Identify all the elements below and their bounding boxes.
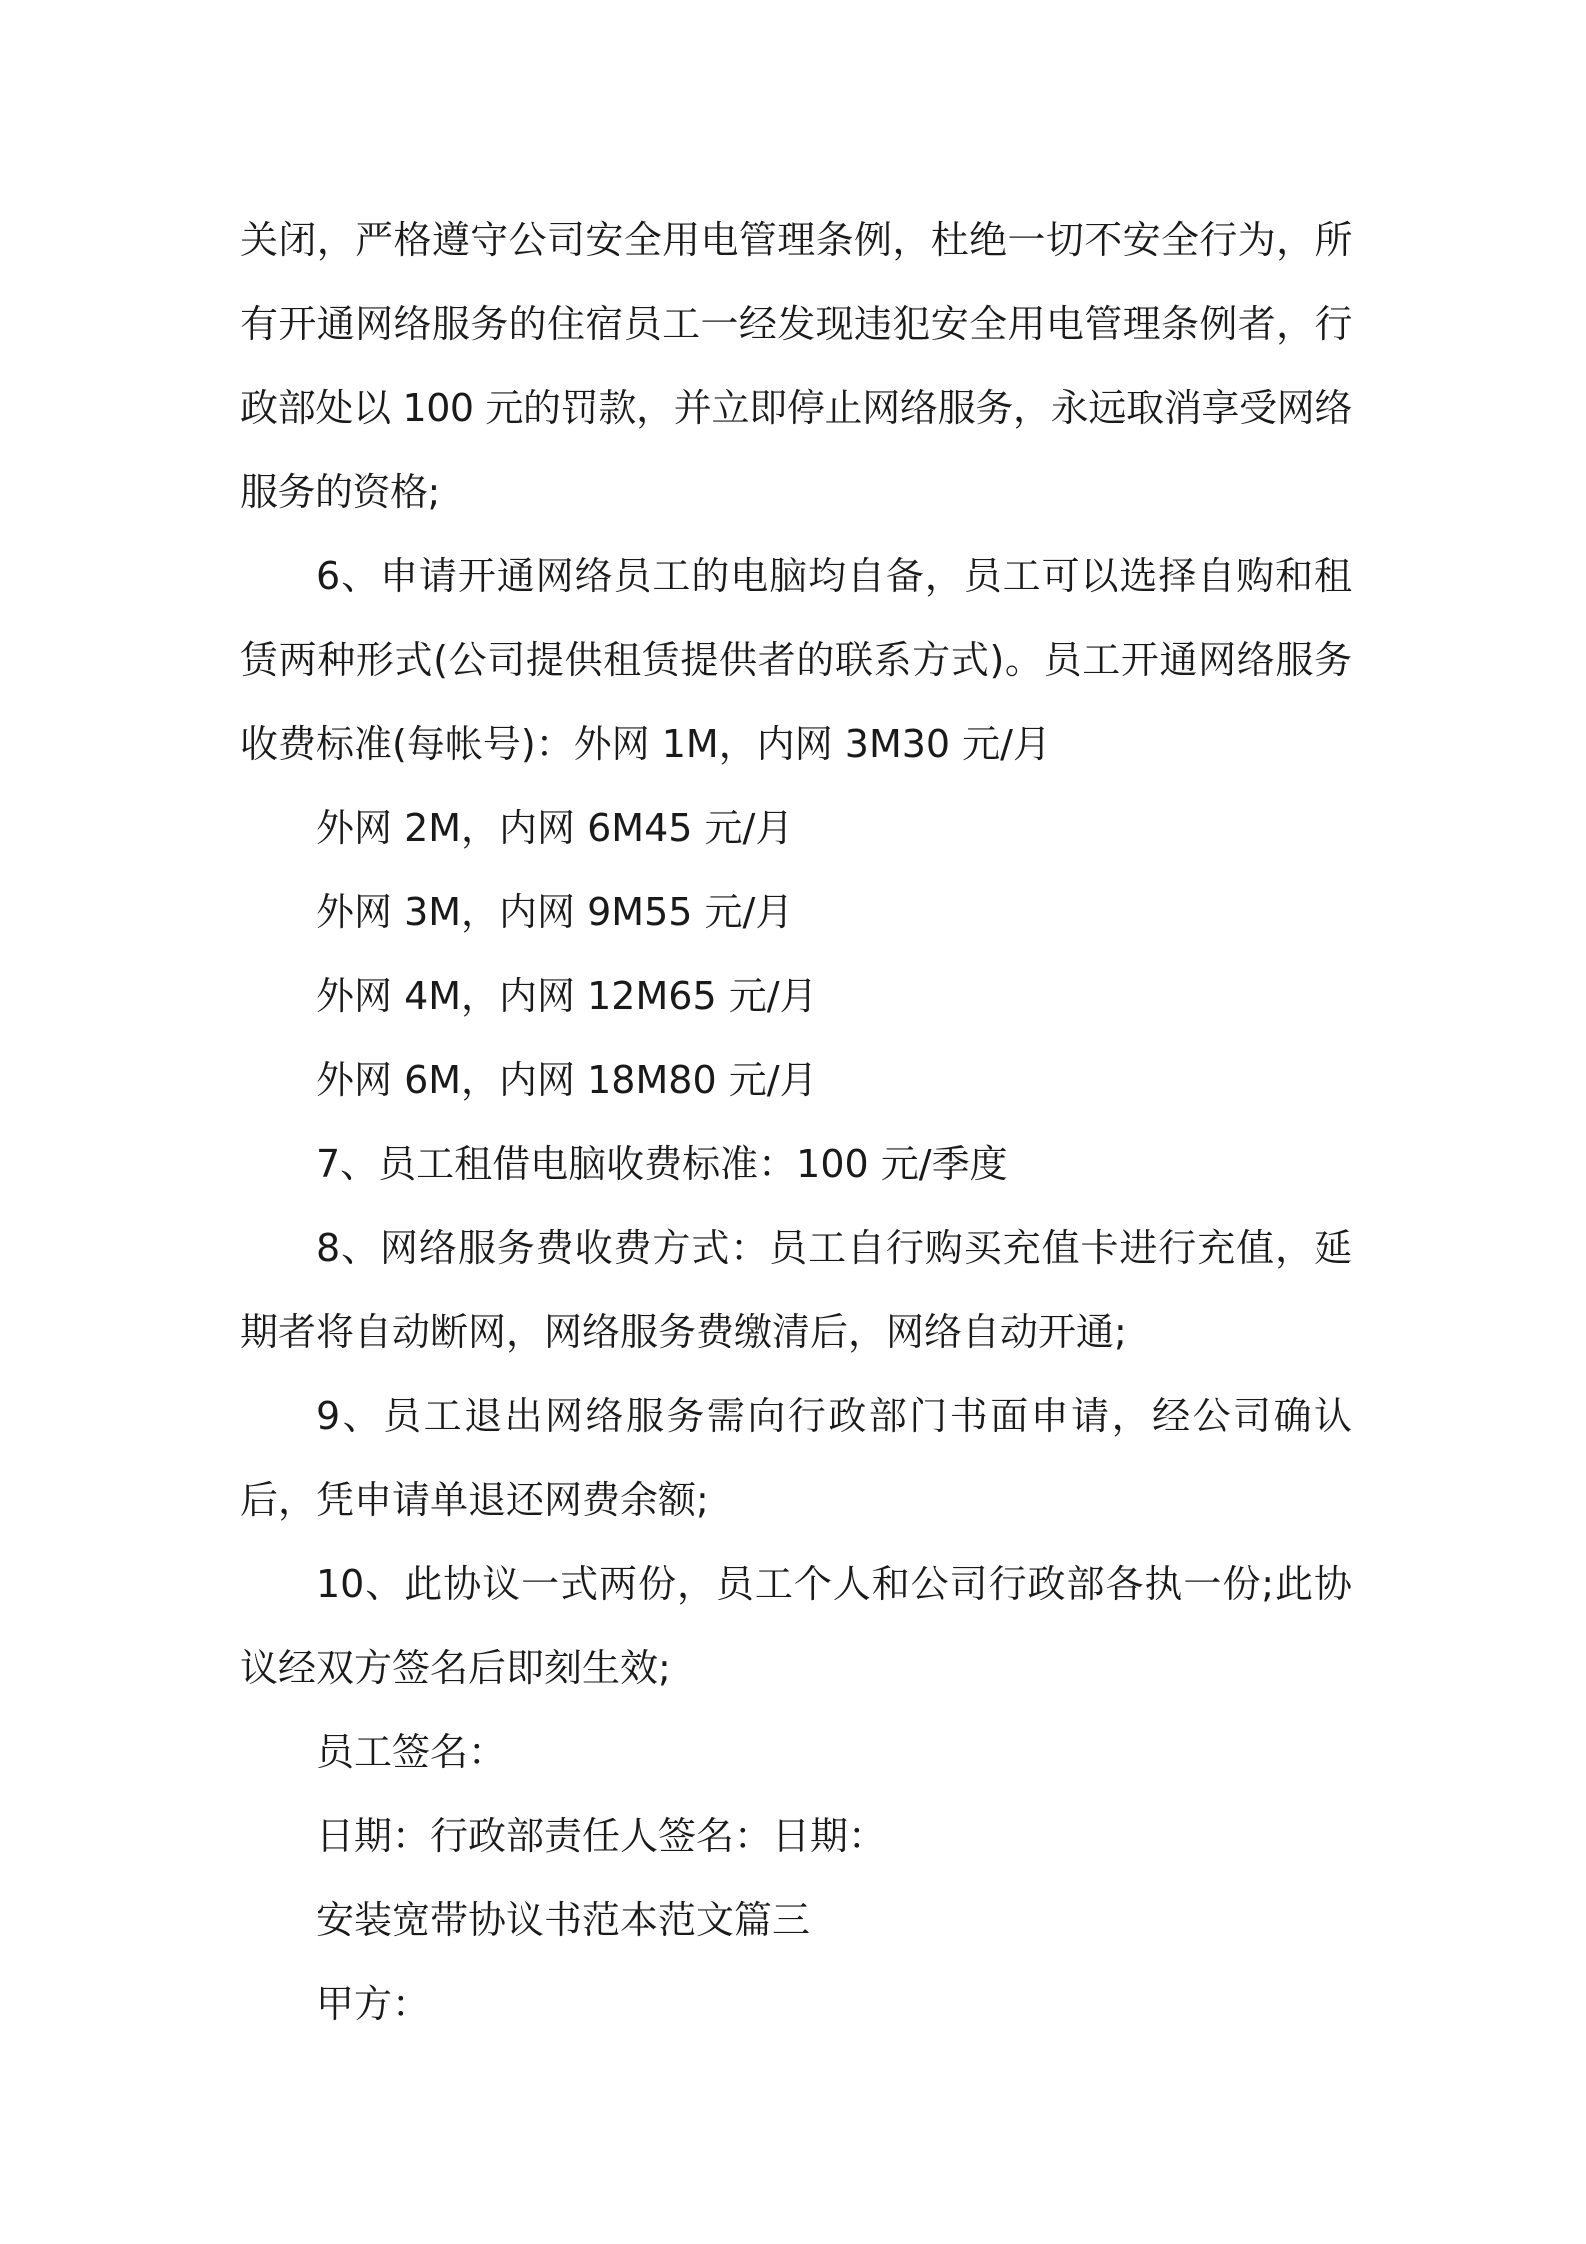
fee-tier-4m: 外网 4M，内网 12M65 元/月: [316, 974, 818, 1018]
document-body: [240, 198, 1352, 2046]
party-a-line: 甲方：: [316, 1982, 431, 2026]
date-signature-line: 日期：行政部责任人签名：日期：: [316, 1814, 887, 1858]
fee-tier-6m: 外网 6M，内网 18M80 元/月: [316, 1058, 818, 1102]
fee-tier-3m: 外网 3M，内网 9M55 元/月: [316, 890, 794, 934]
paragraph-item-10: 10、此协议一式两份，员工个人和公司行政部各执一份;此协议经双方签名后即刻生效;: [240, 1562, 1352, 1690]
employee-signature-line: 员工签名：: [316, 1730, 507, 1774]
paragraph-item-7: 7、员工租借电脑收费标准：100 元/季度: [316, 1142, 1008, 1186]
paragraph-item-8: 8、网络服务费收费方式：员工自行购买充值卡进行充值，延期者将自动断网，网络服务费缴清后，网络自动开通;: [240, 1226, 1352, 1354]
paragraph-item-9: 9、员工退出网络服务需向行政部门书面申请，经公司确认后，凭申请单退还网费余额;: [240, 1394, 1352, 1522]
paragraph-item-6: 6、申请开通网络员工的电脑均自备，员工可以选择自购和租赁两种形式(公司提供租赁提供者的联系方式)。员工开通网络服务收费标准(每帐号)：外网 1M，内网 3M30 元/月: [240, 554, 1352, 766]
section-heading: 安装宽带协议书范本范文篇三: [316, 1898, 811, 1942]
paragraph-safety-clause: 关闭，严格遵守公司安全用电管理条例，杜绝一切不安全行为，所有开通网络服务的住宿员工一经发现违犯安全用电管理条例者，行政部处以 100 元的罚款，并立即停止网络服务，永远取消享受网络服务的资格;: [240, 218, 1352, 514]
fee-tier-2m: 外网 2M，内网 6M45 元/月: [316, 806, 794, 850]
